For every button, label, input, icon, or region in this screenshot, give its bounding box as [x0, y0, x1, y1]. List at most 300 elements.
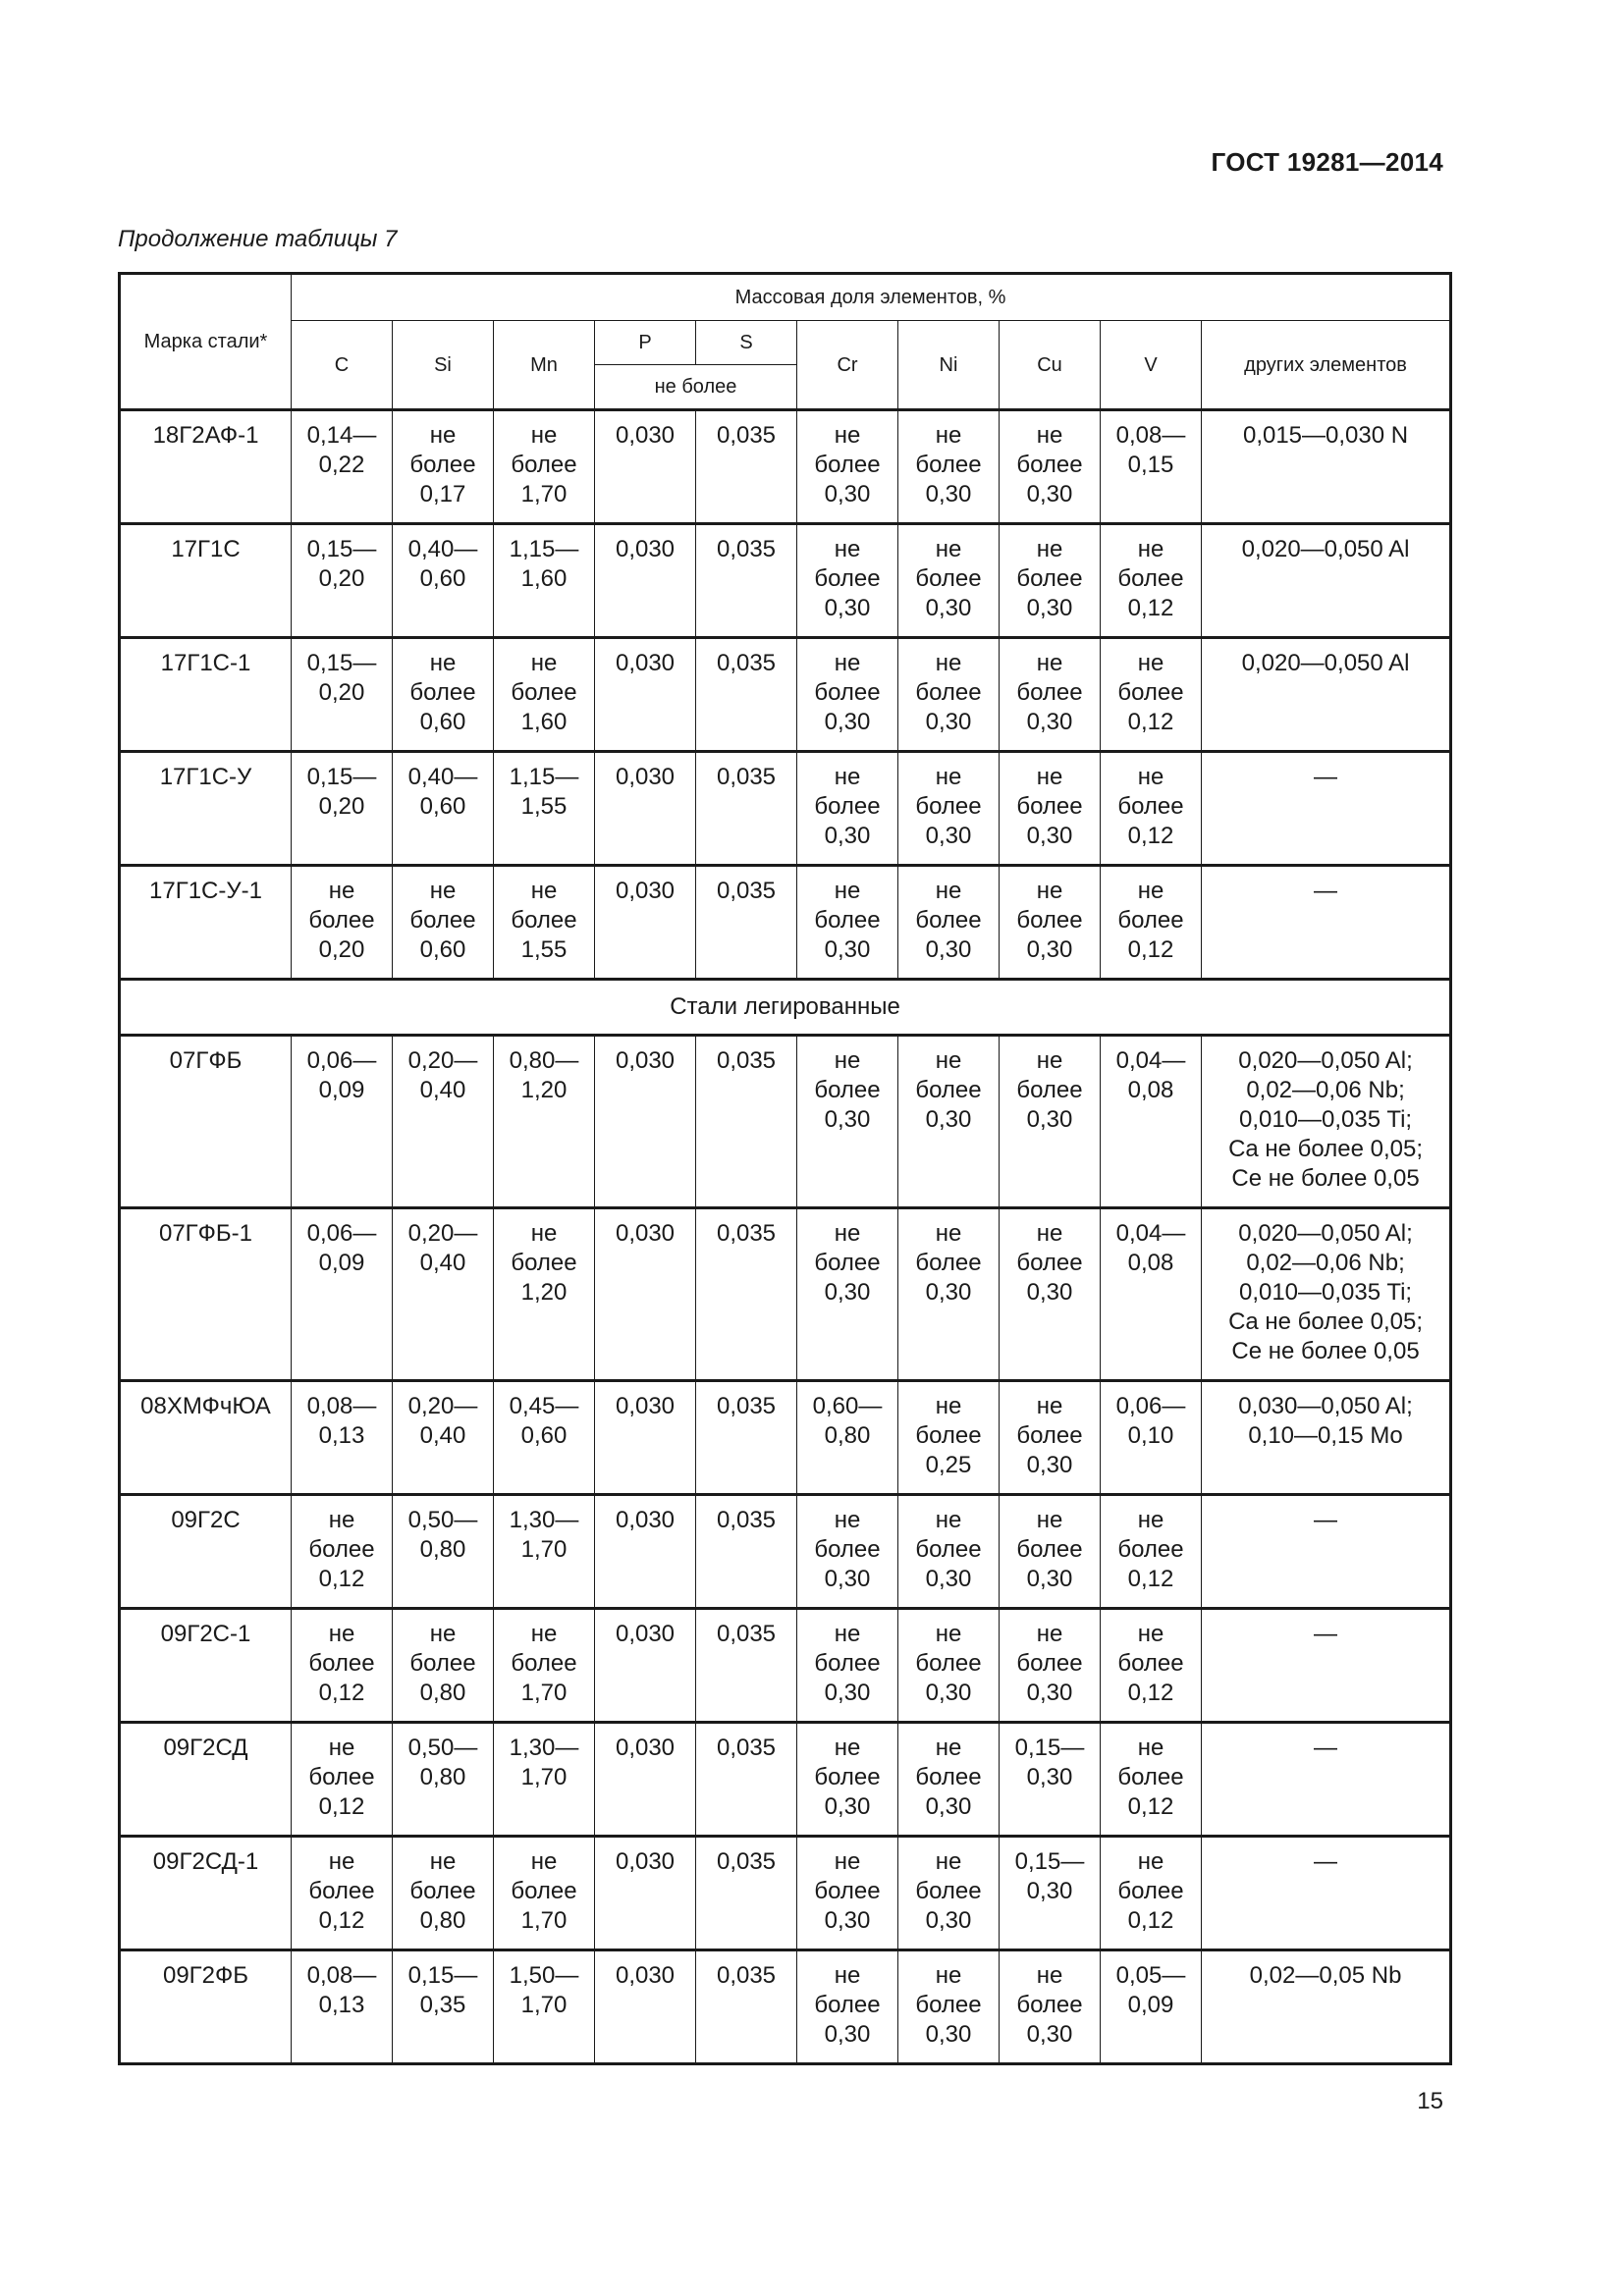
cell-text-line: 0,04— — [1115, 1047, 1186, 1074]
cell-text-line: 0,80 — [824, 1422, 871, 1449]
cell-other-elements — [1202, 1495, 1451, 1609]
cell-text-line: более — [1016, 1992, 1083, 2018]
cell-v — [1101, 638, 1202, 752]
cell-other-elements — [1202, 866, 1451, 980]
cell-text-line: 1,55 — [520, 793, 568, 820]
cell-c — [292, 1723, 393, 1837]
cell-text-line: 0,08— — [306, 1393, 377, 1419]
cell-text-line: 0,08— — [1115, 422, 1186, 449]
cell-cu — [1000, 1036, 1101, 1208]
cell-text-line: 0,30 — [925, 709, 972, 735]
cell-text-line: 1,15— — [509, 536, 579, 562]
cell-text-line: 0,12 — [1127, 823, 1174, 849]
cell-v — [1101, 866, 1202, 980]
cell-text-line: 0,50— — [407, 1507, 478, 1533]
table-row — [120, 752, 1451, 866]
cell-p — [595, 410, 696, 524]
ps-max-subheader: не более — [595, 365, 797, 410]
cell-text-line: 0,08— — [306, 1962, 377, 1989]
cell-text-line: 0,13 — [318, 1992, 365, 2018]
column-header-c: C — [292, 321, 393, 410]
cell-text-line: 0,30 — [1026, 2021, 1073, 2048]
cell-cu — [1000, 1208, 1101, 1381]
cell-text-line: 0,30 — [1026, 1106, 1073, 1133]
cell-text-line: не — [328, 1848, 355, 1875]
cell-text-line: 0,30 — [824, 1793, 871, 1820]
cell-text-line: 0,45— — [509, 1393, 579, 1419]
cell-text-line: 0,14— — [306, 422, 377, 449]
cell-cr — [797, 1609, 898, 1723]
cell-mn — [494, 1036, 595, 1208]
steel-grade-cell: 17Г1С-У — [120, 752, 292, 866]
cell-text-line: более — [1117, 1764, 1184, 1790]
cell-text-line: 0,30 — [824, 1279, 871, 1306]
cell-text-line: не — [935, 1621, 962, 1647]
cell-v — [1101, 1837, 1202, 1950]
cell-text-line: более — [915, 679, 982, 706]
table-row — [120, 1723, 1451, 1837]
cell-text-line: не — [935, 422, 962, 449]
table-row — [120, 1495, 1451, 1609]
cell-text-line: 0,30 — [824, 1106, 871, 1133]
cell-v — [1101, 524, 1202, 638]
cell-s — [696, 1208, 797, 1381]
steel-grade-cell: 09Г2СД — [120, 1723, 292, 1837]
cell-ni — [898, 524, 1000, 638]
cell-text-line: 0,15— — [306, 764, 377, 790]
cell-text-line: 0,20 — [318, 565, 365, 592]
cell-cu — [1000, 866, 1101, 980]
cell-text-line: 0,035 — [716, 650, 777, 676]
cell-text-line: 0,30 — [925, 1907, 972, 1934]
cell-text-line: 0,020—0,050 Al — [1241, 650, 1410, 676]
cell-text-line: более — [1117, 1536, 1184, 1563]
cell-text-line: 0,02—0,06 Nb; — [1246, 1250, 1405, 1276]
cell-text-line: 0,15— — [407, 1962, 478, 1989]
cell-s — [696, 1723, 797, 1837]
cell-text-line: 0,030 — [615, 1962, 676, 1989]
cell-text-line: более — [814, 1764, 881, 1790]
cell-v — [1101, 1381, 1202, 1495]
cell-text-line: 1,20 — [520, 1077, 568, 1103]
cell-text-line: 0,12 — [1127, 1793, 1174, 1820]
cell-p — [595, 1036, 696, 1208]
section-row — [120, 980, 1451, 1036]
cell-text-line: 0,12 — [318, 1793, 365, 1820]
cell-c — [292, 638, 393, 752]
cell-text-line: 0,20 — [318, 793, 365, 820]
cell-c — [292, 1495, 393, 1609]
cell-ni — [898, 1036, 1000, 1208]
steel-grade-cell: 09Г2С-1 — [120, 1609, 292, 1723]
cell-text-line: 0,20 — [318, 936, 365, 963]
cell-cu — [1000, 752, 1101, 866]
cell-si — [393, 1381, 494, 1495]
steel-grade-cell: 09Г2ФБ — [120, 1950, 292, 2064]
steel-grade-cell: 07ГФБ-1 — [120, 1208, 292, 1381]
cell-text-line: 1,70 — [520, 1992, 568, 2018]
cell-s — [696, 638, 797, 752]
cell-v — [1101, 1208, 1202, 1381]
table-row — [120, 1950, 1451, 2064]
cell-text-line: не — [1137, 878, 1164, 904]
table-caption: Продолжение таблицы 7 — [118, 226, 398, 252]
cell-text-line: 0,30 — [824, 1566, 871, 1592]
cell-text-line: 0,02—0,06 Nb; — [1246, 1077, 1405, 1103]
cell-text-line: 0,30 — [925, 1566, 972, 1592]
mass-fraction-header: Массовая доля элементов, % — [292, 274, 1451, 321]
cell-c — [292, 1208, 393, 1381]
cell-text-line: 0,030 — [615, 1047, 676, 1074]
cell-c — [292, 1036, 393, 1208]
cell-text-line: 0,035 — [716, 1220, 777, 1247]
cell-text-line: не — [530, 1848, 558, 1875]
cell-text-line: не — [328, 1621, 355, 1647]
cell-text-line: 0,20— — [407, 1220, 478, 1247]
cell-cr — [797, 1381, 898, 1495]
cell-text-line: более — [409, 679, 476, 706]
cell-cr — [797, 752, 898, 866]
cell-c — [292, 524, 393, 638]
cell-cr — [797, 638, 898, 752]
cell-text-line: 0,30 — [925, 1279, 972, 1306]
cell-text-line: 1,70 — [520, 1907, 568, 1934]
cell-p — [595, 1837, 696, 1950]
cell-p — [595, 638, 696, 752]
steel-grade-cell: 17Г1С-У-1 — [120, 866, 292, 980]
cell-text-line: — — [1314, 1621, 1338, 1647]
cell-text-line: 0,30 — [1026, 1680, 1073, 1706]
cell-text-line: Ce не более 0,05 — [1231, 1338, 1420, 1364]
cell-text-line: не — [328, 1507, 355, 1533]
cell-text-line: не — [530, 1621, 558, 1647]
cell-mn — [494, 1208, 595, 1381]
cell-text-line: 0,20— — [407, 1393, 478, 1419]
cell-text-line: 0,30 — [925, 481, 972, 507]
cell-ni — [898, 1609, 1000, 1723]
table-row — [120, 638, 1451, 752]
cell-text-line: 0,40 — [419, 1077, 466, 1103]
cell-text-line: 0,12 — [1127, 1907, 1174, 1934]
cell-text-line: не — [1036, 1621, 1063, 1647]
cell-text-line: более — [915, 452, 982, 478]
cell-cr — [797, 1036, 898, 1208]
cell-text-line: 0,40— — [407, 764, 478, 790]
cell-text-line: 0,30 — [824, 936, 871, 963]
cell-text-line: 0,30 — [925, 1106, 972, 1133]
cell-ni — [898, 638, 1000, 752]
cell-cu — [1000, 1723, 1101, 1837]
cell-cu — [1000, 1950, 1101, 2064]
cell-cr — [797, 410, 898, 524]
cell-text-line: 0,35 — [419, 1992, 466, 2018]
cell-v — [1101, 1723, 1202, 1837]
cell-text-line: не — [834, 650, 861, 676]
cell-text-line: более — [511, 679, 577, 706]
cell-text-line: 1,55 — [520, 936, 568, 963]
cell-text-line: не — [1036, 1047, 1063, 1074]
cell-text-line: 1,60 — [520, 709, 568, 735]
cell-text-line: 0,030—0,050 Al; — [1238, 1393, 1413, 1419]
cell-cu — [1000, 1609, 1101, 1723]
cell-text-line: 0,035 — [716, 878, 777, 904]
cell-si — [393, 1837, 494, 1950]
cell-text-line: 0,80— — [509, 1047, 579, 1074]
document-standard-number: ГОСТ 19281—2014 — [1211, 147, 1443, 177]
cell-cr — [797, 866, 898, 980]
cell-cr — [797, 1837, 898, 1950]
cell-text-line: более — [1016, 679, 1083, 706]
cell-text-line: 0,12 — [1127, 595, 1174, 621]
cell-text-line: более — [814, 1077, 881, 1103]
cell-text-line: 0,30 — [1026, 1878, 1073, 1904]
cell-text-line: не — [1036, 650, 1063, 676]
cell-text-line: не — [1036, 536, 1063, 562]
cell-text-line: более — [1117, 679, 1184, 706]
cell-p — [595, 1208, 696, 1381]
cell-text-line: более — [915, 1250, 982, 1276]
cell-text-line: более — [915, 793, 982, 820]
cell-text-line: более — [814, 1250, 881, 1276]
cell-text-line: 0,06— — [1115, 1393, 1186, 1419]
cell-text-line: более — [1016, 1077, 1083, 1103]
cell-text-line: 0,20— — [407, 1047, 478, 1074]
cell-text-line: более — [915, 1536, 982, 1563]
cell-cr — [797, 1495, 898, 1609]
cell-text-line: 0,15— — [1014, 1735, 1085, 1761]
cell-text-line: Ca не более 0,05; — [1228, 1308, 1423, 1335]
cell-text-line: 0,035 — [716, 764, 777, 790]
cell-text-line: не — [429, 650, 457, 676]
cell-text-line: не — [935, 764, 962, 790]
cell-c — [292, 866, 393, 980]
cell-cr — [797, 1723, 898, 1837]
cell-p — [595, 524, 696, 638]
cell-si — [393, 1950, 494, 2064]
column-header-cr: Cr — [797, 321, 898, 410]
column-header-v: V — [1101, 321, 1202, 410]
cell-text-line: более — [915, 1422, 982, 1449]
cell-c — [292, 1837, 393, 1950]
table-row — [120, 1208, 1451, 1381]
cell-text-line: более — [814, 793, 881, 820]
cell-text-line: Ca не более 0,05; — [1228, 1136, 1423, 1162]
cell-text-line: 0,17 — [419, 481, 466, 507]
cell-text-line: более — [1016, 793, 1083, 820]
cell-other-elements — [1202, 410, 1451, 524]
cell-text-line: 0,05— — [1115, 1962, 1186, 1989]
cell-text-line: более — [1016, 1422, 1083, 1449]
cell-text-line: не — [834, 1220, 861, 1247]
cell-text-line: не — [935, 1047, 962, 1074]
cell-text-line: более — [1117, 565, 1184, 592]
cell-mn — [494, 638, 595, 752]
cell-text-line: более — [1016, 1250, 1083, 1276]
cell-text-line: не — [429, 422, 457, 449]
cell-c — [292, 1950, 393, 2064]
cell-text-line: 0,60 — [419, 793, 466, 820]
cell-text-line: 0,09 — [318, 1250, 365, 1276]
cell-s — [696, 1837, 797, 1950]
steel-grade-cell: 17Г1С-1 — [120, 638, 292, 752]
cell-s — [696, 1036, 797, 1208]
cell-text-line: не — [834, 1962, 861, 1989]
cell-text-line: — — [1314, 1507, 1338, 1533]
cell-text-line: 1,70 — [520, 1764, 568, 1790]
cell-text-line: более — [915, 565, 982, 592]
grade-column-header: Марка стали* — [120, 274, 292, 410]
cell-text-line: 0,12 — [318, 1680, 365, 1706]
cell-text-line: более — [1117, 907, 1184, 934]
cell-text-line: 0,30 — [925, 1793, 972, 1820]
cell-text-line: 0,030 — [615, 1507, 676, 1533]
cell-text-line: более — [1117, 1878, 1184, 1904]
cell-v — [1101, 1495, 1202, 1609]
cell-text-line: 0,30 — [1026, 481, 1073, 507]
cell-other-elements — [1202, 752, 1451, 866]
cell-p — [595, 752, 696, 866]
table-row — [120, 1381, 1451, 1495]
cell-v — [1101, 752, 1202, 866]
cell-text-line: 0,30 — [824, 1907, 871, 1934]
cell-text-line: 0,60— — [812, 1393, 883, 1419]
cell-text-line: — — [1314, 1848, 1338, 1875]
cell-cr — [797, 524, 898, 638]
steel-grade-cell: 17Г1С — [120, 524, 292, 638]
cell-text-line: 0,60 — [419, 565, 466, 592]
cell-text-line: 1,15— — [509, 764, 579, 790]
cell-text-line: 0,30 — [925, 2021, 972, 2048]
cell-ni — [898, 1208, 1000, 1381]
cell-text-line: более — [511, 1250, 577, 1276]
steel-grade-cell: 09Г2С — [120, 1495, 292, 1609]
steel-grade-cell: 18Г2АФ-1 — [120, 410, 292, 524]
cell-si — [393, 1495, 494, 1609]
cell-mn — [494, 1950, 595, 2064]
cell-si — [393, 1036, 494, 1208]
cell-v — [1101, 1036, 1202, 1208]
table-row — [120, 410, 1451, 524]
cell-text-line: 0,30 — [925, 936, 972, 963]
cell-text-line: 0,80 — [419, 1536, 466, 1563]
page-number: 15 — [1417, 2088, 1443, 2114]
cell-text-line: 0,09 — [1127, 1992, 1174, 2018]
cell-text-line: не — [429, 878, 457, 904]
cell-text-line: не — [935, 1962, 962, 1989]
cell-text-line: не — [834, 422, 861, 449]
cell-text-line: Ce не более 0,05 — [1231, 1165, 1420, 1192]
cell-text-line: 0,12 — [1127, 709, 1174, 735]
cell-text-line: более — [308, 1878, 375, 1904]
cell-text-line: более — [915, 1077, 982, 1103]
cell-text-line: 0,035 — [716, 422, 777, 449]
cell-s — [696, 1495, 797, 1609]
cell-text-line: 0,12 — [318, 1566, 365, 1592]
cell-text-line: более — [915, 1764, 982, 1790]
cell-text-line: более — [1016, 565, 1083, 592]
cell-p — [595, 866, 696, 980]
cell-text-line: более — [1016, 907, 1083, 934]
cell-text-line: не — [1137, 536, 1164, 562]
cell-text-line: 0,20 — [318, 679, 365, 706]
cell-si — [393, 638, 494, 752]
steel-grade-cell: 07ГФБ — [120, 1036, 292, 1208]
column-header-cu: Cu — [1000, 321, 1101, 410]
cell-other-elements — [1202, 1208, 1451, 1381]
cell-text-line: 0,25 — [925, 1452, 972, 1478]
table-row — [120, 1837, 1451, 1950]
cell-text-line: не — [1137, 1735, 1164, 1761]
cell-text-line: 0,40 — [419, 1422, 466, 1449]
cell-text-line: 0,60 — [520, 1422, 568, 1449]
cell-c — [292, 410, 393, 524]
cell-text-line: 0,30 — [1026, 1452, 1073, 1478]
cell-text-line: 1,60 — [520, 565, 568, 592]
cell-text-line: 0,30 — [1026, 595, 1073, 621]
cell-text-line: более — [308, 1650, 375, 1677]
cell-text-line: более — [409, 1650, 476, 1677]
cell-v — [1101, 1609, 1202, 1723]
column-header-other-elements: других элементов — [1202, 321, 1451, 410]
cell-si — [393, 1609, 494, 1723]
cell-ni — [898, 1950, 1000, 2064]
cell-ni — [898, 752, 1000, 866]
cell-s — [696, 752, 797, 866]
cell-text-line: более — [409, 907, 476, 934]
cell-c — [292, 1381, 393, 1495]
cell-text-line: не — [935, 1735, 962, 1761]
cell-text-line: 0,08 — [1127, 1077, 1174, 1103]
cell-text-line: 0,22 — [318, 452, 365, 478]
cell-text-line: 1,70 — [520, 481, 568, 507]
cell-text-line: 0,020—0,050 Al; — [1238, 1220, 1413, 1247]
cell-text-line: более — [1016, 1650, 1083, 1677]
cell-cu — [1000, 1495, 1101, 1609]
cell-text-line: не — [834, 1848, 861, 1875]
cell-text-line: 0,30 — [1026, 709, 1073, 735]
cell-si — [393, 1208, 494, 1381]
cell-text-line: более — [308, 907, 375, 934]
cell-s — [696, 1381, 797, 1495]
cell-text-line: более — [814, 1650, 881, 1677]
cell-text-line: 0,12 — [1127, 1566, 1174, 1592]
cell-text-line: 0,10—0,15 Mo — [1248, 1422, 1403, 1449]
chemical-composition-table — [118, 272, 1452, 2065]
cell-text-line: не — [1137, 1848, 1164, 1875]
cell-text-line: не — [935, 1393, 962, 1419]
cell-text-line: более — [409, 452, 476, 478]
cell-cu — [1000, 638, 1101, 752]
cell-text-line: более — [814, 907, 881, 934]
cell-s — [696, 1950, 797, 2064]
cell-text-line: не — [1036, 764, 1063, 790]
cell-text-line: 0,030 — [615, 878, 676, 904]
cell-text-line: не — [530, 650, 558, 676]
cell-text-line: 0,12 — [1127, 936, 1174, 963]
cell-text-line: 0,30 — [824, 709, 871, 735]
cell-text-line: 0,10 — [1127, 1422, 1174, 1449]
cell-text-line: не — [935, 1507, 962, 1533]
cell-text-line: не — [1137, 764, 1164, 790]
cell-text-line: не — [1036, 1962, 1063, 1989]
cell-cr — [797, 1208, 898, 1381]
cell-text-line: более — [915, 1992, 982, 2018]
cell-text-line: 0,15— — [306, 536, 377, 562]
cell-text-line: более — [511, 907, 577, 934]
column-header-ni: Ni — [898, 321, 1000, 410]
cell-mn — [494, 1609, 595, 1723]
cell-text-line: 0,035 — [716, 1507, 777, 1533]
